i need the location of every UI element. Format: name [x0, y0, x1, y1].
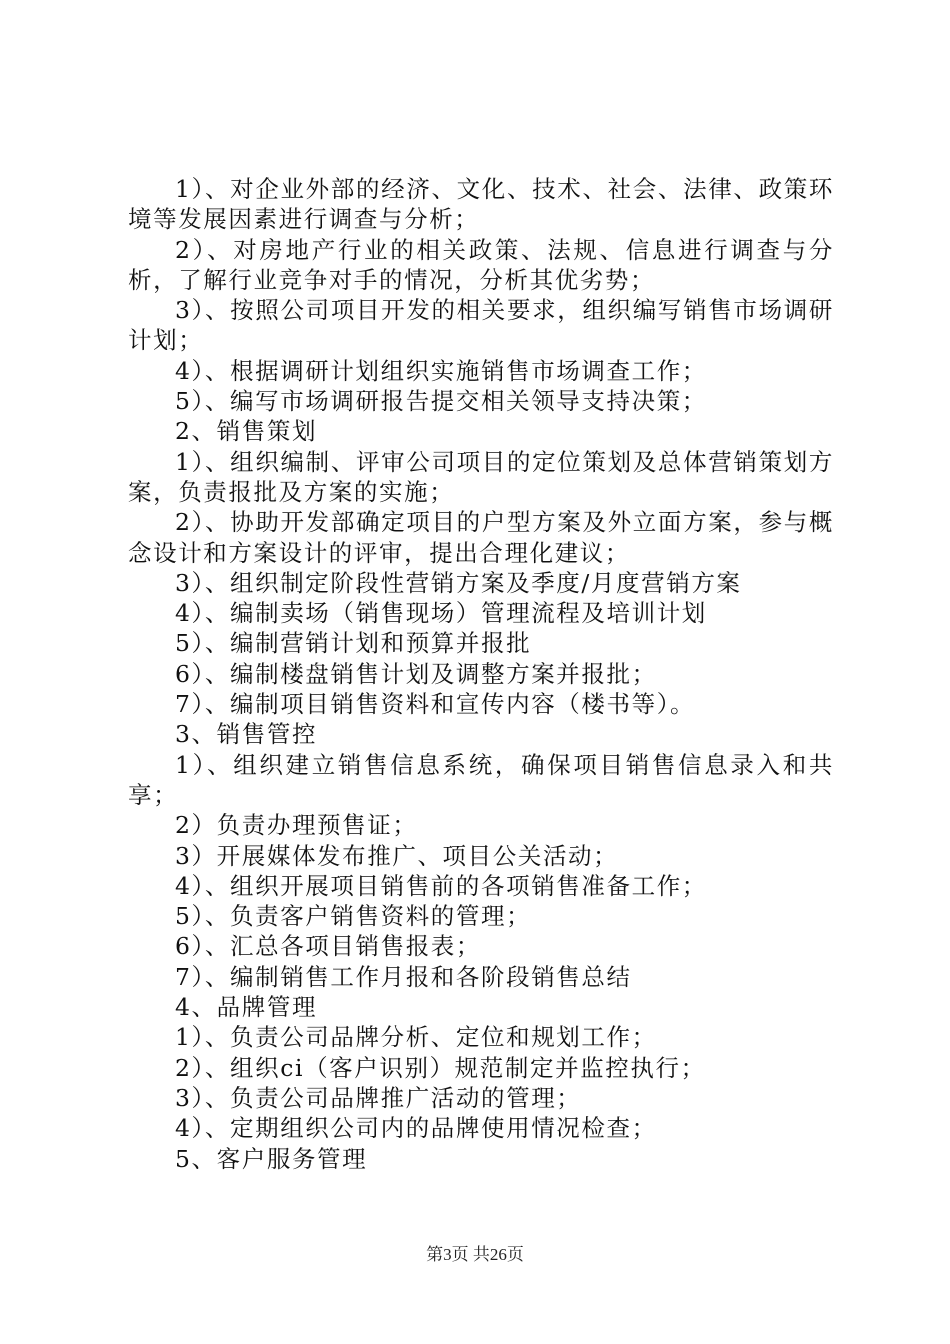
paragraph: 6）、汇总各项目销售报表；	[175, 932, 482, 961]
paragraph: 4）、根据调研计划组织实施销售市场调查工作；	[175, 356, 707, 385]
paragraph: 2）、协助开发部确定项目的户型方案及外立面方案，参与概念设计和方案设计的评审，提出合理化建议；	[128, 508, 834, 567]
section-heading: 5、客户服务管理	[175, 1144, 368, 1173]
paragraph: 1）、组织建立销售信息系统，确保项目销售信息录入和共享；	[128, 750, 834, 809]
paragraph: 3）开展媒体发布推广、项目公关活动；	[175, 841, 619, 870]
paragraph: 2）负责办理预售证；	[175, 811, 418, 840]
paragraph: 3）、按照公司项目开发的相关要求，组织编写销售市场调研计划；	[128, 296, 834, 355]
paragraph: 4）、编制卖场（销售现场）管理流程及培训计划	[175, 599, 707, 628]
paragraph: 1）、组织编制、评审公司项目的定位策划及总体营销策划方案，负责报批及方案的实施；	[128, 447, 834, 506]
paragraph: 5）、编制营销计划和预算并报批	[175, 629, 532, 658]
paragraph: 6）、编制楼盘销售计划及调整方案并报批；	[175, 659, 657, 688]
section-heading: 2、销售策划	[175, 417, 318, 446]
paragraph: 2）、对房地产行业的相关政策、法规、信息进行调查与分析，了解行业竞争对手的情况，分析其优劣势；	[128, 235, 834, 294]
document-body	[128, 174, 834, 1174]
paragraph: 3）、组织制定阶段性营销方案及季度/月度营销方案	[175, 568, 742, 597]
paragraph: 7）、编制项目销售资料和宣传内容（楼书等）。	[175, 690, 696, 719]
paragraph: 3）、负责公司品牌推广活动的管理；	[175, 1083, 582, 1112]
section-heading: 3、销售管控	[175, 720, 318, 749]
paragraph: 7）、编制销售工作月报和各阶段销售总结	[175, 962, 632, 991]
paragraph: 5）、负责客户销售资料的管理；	[175, 902, 532, 931]
page-number-footer: 第3页 共26页	[426, 1245, 524, 1264]
paragraph: 2）、组织ci（客户识别）规范制定并监控执行；	[175, 1053, 706, 1082]
paragraph: 1）、对企业外部的经济、文化、技术、社会、法律、政策环境等发展因素进行调查与分析；	[128, 175, 834, 234]
paragraph: 4）、组织开展项目销售前的各项销售准备工作；	[175, 871, 707, 900]
section-heading: 4、品牌管理	[175, 993, 318, 1022]
paragraph: 1）、负责公司品牌分析、定位和规划工作；	[175, 1023, 657, 1052]
paragraph: 5）、编写市场调研报告提交相关领导支持决策；	[175, 387, 707, 416]
paragraph: 4）、定期组织公司内的品牌使用情况检查；	[175, 1114, 657, 1143]
